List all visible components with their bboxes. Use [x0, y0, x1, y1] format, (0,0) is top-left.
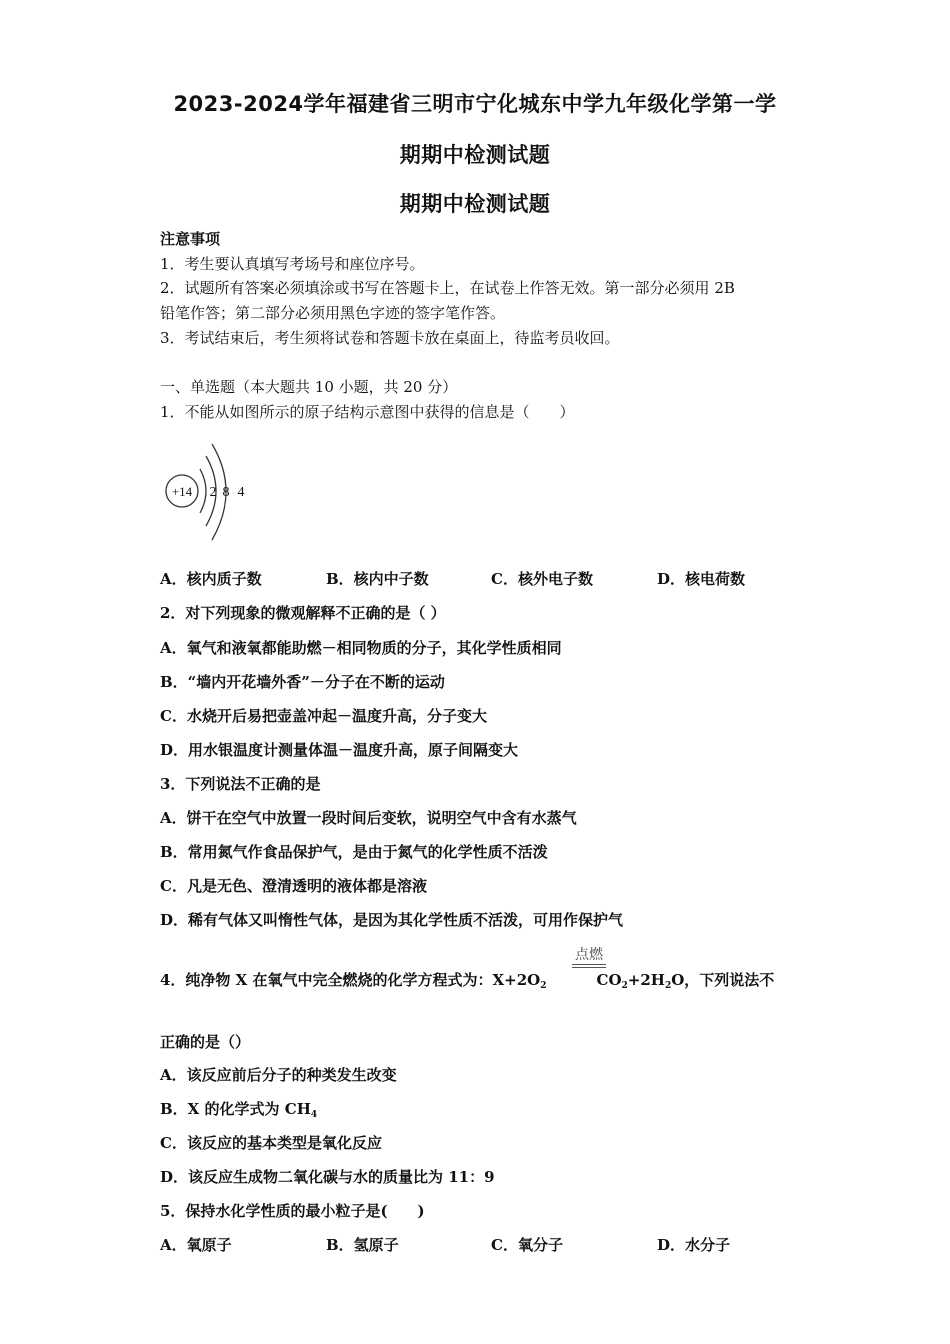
notice-heading: 注意事项 [160, 230, 221, 248]
q3-option-b: B．常用氮气作食品保护气，是由于氮气的化学性质不活泼 [160, 843, 548, 861]
q5-option-b: B．氢原子 [326, 1236, 399, 1254]
notice-item-1: 1．考生要认真填写考场号和座位序号。 [160, 255, 425, 273]
notice-item-3: 3．考试结束后，考生须将试卷和答题卡放在桌面上，待监考员收回。 [160, 329, 620, 347]
notice-item-2b: 铅笔作答；第二部分必须用黑色字迹的签字笔作答。 [160, 304, 506, 322]
q4-sub-o2: 2 [540, 981, 547, 991]
shell-electrons-1: 2 [209, 485, 217, 500]
q4-option-a: A．该反应前后分子的种类发生改变 [160, 1066, 397, 1084]
q3-stem: 3．下列说法不正确的是 [160, 775, 321, 793]
q4-stem-end: O，下列说法不 [671, 971, 775, 989]
q2-option-b: B．“墙内开花墙外香”－分子在不断的运动 [160, 673, 445, 691]
shell-electrons-2: 8 [222, 485, 230, 500]
q1-option-c: C．核外电子数 [491, 570, 593, 588]
condition-bar-2 [572, 967, 606, 968]
q3-option-d: D．稀有气体又叫惰性气体，是因为其化学性质不活泼，可用作保护气 [160, 911, 624, 929]
q4-option-d: D．该反应生成物二氧化碳与水的质量比为 11：9 [160, 1168, 495, 1186]
q4-option-b-sub: 4 [310, 1110, 318, 1120]
q3-option-a: A．饼干在空气中放置一段时间后变软，说明空气中含有水蒸气 [160, 809, 577, 827]
notice-item-2a: 2．试题所有答案必须填涂或书写在答题卡上，在试卷上作答无效。第一部分必须用 2B [160, 279, 735, 297]
q4-stem-start: 4．纯净物 X 在氧气中完全燃烧的化学方程式为：X+2O [160, 971, 541, 989]
q4-option-b [160, 1098, 317, 1120]
q4-stem-line-2: 正确的是（） [160, 1033, 251, 1051]
title-line-2: 期期中检测试题 [399, 143, 551, 167]
title-line-1: 2023-2024学年福建省三明市宁化城东中学九年级化学第一学 [173, 92, 777, 116]
reaction-condition [570, 944, 608, 964]
title-line-3: 期期中检测试题 [399, 192, 551, 216]
q2-option-c: C．水烧开后易把壶盖冲起－温度升高，分子变大 [160, 707, 487, 725]
q4-sub-h2o: 2 [664, 981, 672, 991]
shell-electrons-3: 4 [237, 485, 245, 500]
q4-product-co2: CO [596, 971, 622, 989]
q2-option-a: A．氧气和液氧都能助燃－相同物质的分子，其化学性质相同 [160, 639, 562, 657]
nucleus-charge: +14 [171, 484, 193, 499]
q4-sub-co2: 2 [621, 981, 628, 991]
q5-option-a: A．氧原子 [160, 1236, 232, 1254]
q5-stem: 5．保持水化学性质的最小粒子是( ) [160, 1202, 425, 1220]
q2-option-d: D．用水银温度计测量体温－温度升高，原子间隔变大 [160, 741, 519, 759]
q4-product-h2o: +2H [627, 971, 665, 989]
section-heading: 一、单选题（本大题共 10 小题，共 20 分） [160, 378, 458, 396]
q1-option-a: A．核内质子数 [160, 570, 262, 588]
q1-option-d: D．核电荷数 [657, 570, 746, 588]
atom-structure-diagram [160, 436, 260, 548]
q5-option-d: D．水分子 [657, 1236, 731, 1254]
q4-stem [160, 969, 774, 991]
q1-option-b: B．核内中子数 [326, 570, 429, 588]
q4-option-b-text: B．X 的化学式为 CH [160, 1100, 311, 1118]
q4-option-c: C．该反应的基本类型是氧化反应 [160, 1134, 382, 1152]
shell-arc-1 [200, 469, 206, 513]
condition-bar-1 [572, 964, 606, 965]
q3-option-c: C．凡是无色、澄清透明的液体都是溶液 [160, 877, 427, 895]
q5-option-c: C．氧分子 [491, 1236, 563, 1254]
q1-stem: 1．不能从如图所示的原子结构示意图中获得的信息是（ ） [160, 403, 575, 421]
reaction-condition-label: 点燃 [575, 947, 603, 963]
q2-stem: 2．对下列现象的微观解释不正确的是（ ） [160, 604, 446, 622]
